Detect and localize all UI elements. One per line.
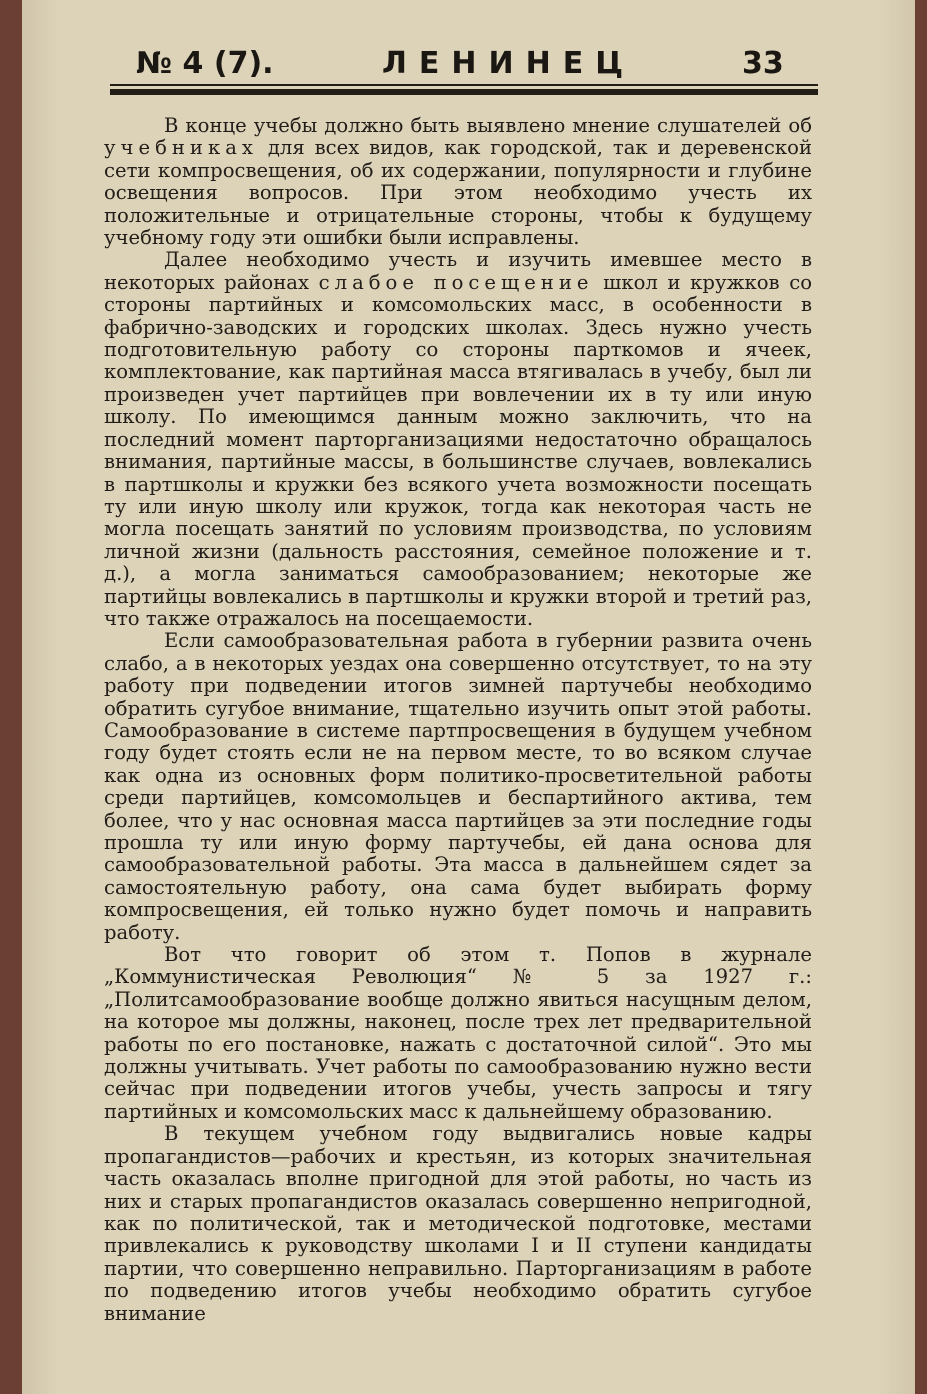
paragraph-1-emphasis: учебниках [104, 136, 258, 160]
header-rule-thick [110, 89, 818, 95]
paragraph-3: Если самообразовательная работа в губернии развита очень слабо, а в некоторых уездах она совершенно отсутствует, то на эту работу при подведении итогов зимней партучебы необходимо обратить сугубое внимание, тщательно изучить опыт этой работы. Самообразование в системе партпросвещения в будущем учебном году будет стоять если не на первом месте, то во всяком случае как одна из основных форм политико-просветительной работы среди партийцев, комсомольцев и беспартийного актива, тем более, что у нас основная масса партийцев за эти последние годы прошла ту или иную форму партучебы, ей дана основа для самообразовательной работы. Эта масса в дальнейшем сядет за самостоятельную работу, она сама будет выбирать форму компросвещения, ей только нужно будет помочь и направить работу. [104, 629, 812, 944]
paragraph-5: В текущем учебном году выдвигались новые кадры пропагандистов—рабочих и крестьян, из которых значительная часть оказалась вполне пригодной для этой работы, но часть из них и старых пропагандистов оказалась совершенно непригодной, как по политической, так и методической подготовке, местами привлекались к руководству школами I и II ступени кандидаты партии, что совершенно неправильно. Парторганизациям в работе по подведению итогов учебы необходимо обратить сугубое внимание [104, 1122, 812, 1325]
article-body [104, 115, 812, 1325]
paragraph-2-text-b: школ и кружков со стороны партийных и комсомольских масс, в особенности в фабрично-заводских и городских школах. Здесь нужно учесть подготовительную работу со стороны парткомов и ячеек, комплектование, как партийная масса втягивалась в учебу, был ли произведен учет партийцев при вовлечении их в ту или иную школу. По имеющимся данным можно заключить, что на последний момент парторганизациями недостаточно обращалось внимания, партийные массы, в большинстве случаев, вовлекались в партшколы и кружки без всякого учета возможности посещать ту или иную школу или кружок, тогда как некоторая часть не могла посещать занятий по условиям производства, по условиям личной жизни (дальность расстояния, семейное положение и т. д.), а могла заниматься самообразованием; некоторые же партийцы вовлекались в партшколы и кружки второй и третий раз, что также отражалось на посещаемости. [104, 270, 812, 630]
paragraph-1 [104, 115, 812, 249]
header-rule-thin [110, 84, 818, 86]
journal-page [22, 0, 915, 1394]
issue-number: № 4 (7). [136, 46, 274, 81]
paragraph-4: Вот что говорит об этом т. Попов в журнале „Коммунистическая Революция“ № 5 за 1927 г.: „Политсамообразование вообще должно явиться насущным делом, на которое мы должны, наконец, после трех лет предварительной работы по его постановке, нажать с достаточной силой“. Это мы должны учитывать. Учет работы по самообразованию нужно вести сейчас при подведении итогов учебы, учесть запросы и тягу партийных и комсомольских масс к дальнейшему образованию. [104, 943, 812, 1123]
paragraph-2 [104, 249, 812, 630]
paragraph-2-emphasis: слабое посещение [318, 270, 594, 294]
paragraph-2-text-a: Далее необходимо учесть и изучить имевшее место в некоторых районах [104, 248, 812, 294]
journal-title: ЛЕНИНЕЦ [382, 46, 636, 81]
running-header [114, 46, 814, 86]
paragraph-1-text-b: для всех видов, как городской, так и деревенской сети компросвещения, об их содержании, популярности и глубине освещения вопросов. При этом необходимо учесть их положительные и отрицательные стороны, чтобы к будущему учебному году эти ошибки были исправлены. [104, 136, 812, 250]
paragraph-1-text-a: В конце учебы должно быть выявлено мнение слушателей об [164, 114, 812, 137]
page-number: 33 [742, 46, 784, 81]
